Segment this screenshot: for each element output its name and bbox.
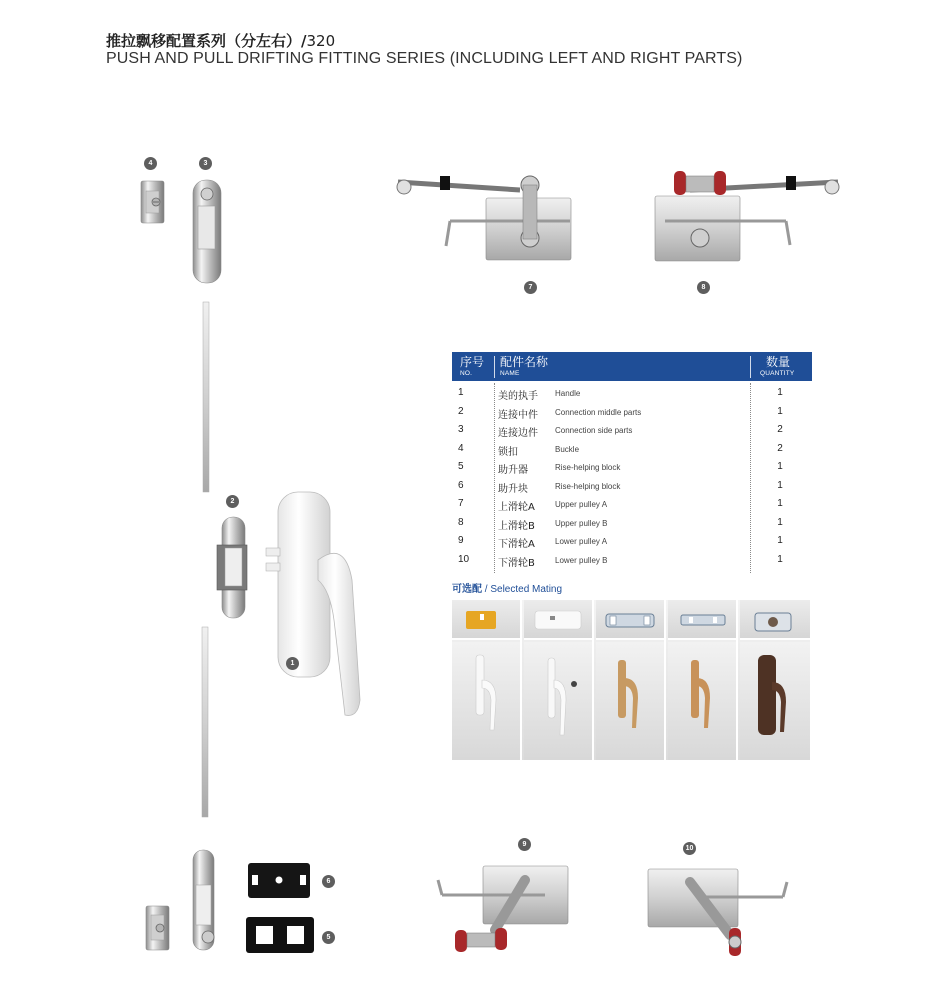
row-qty: 1 (777, 516, 783, 528)
row-name-en: Lower pulley A (555, 537, 608, 546)
selected-mating-label (452, 580, 562, 595)
row-name-en: Rise-helping block (555, 463, 621, 472)
parts-table (452, 352, 812, 576)
badge-7: 7 (524, 281, 537, 294)
row-qty: 1 (777, 535, 783, 546)
mating-4-bracket-icon (681, 615, 725, 625)
buckle-bottom-icon (146, 906, 169, 950)
row-name-cn: 上滑轮B (498, 520, 535, 532)
upper-pulley-a-icon (397, 176, 571, 260)
row-name-cn: 下滑轮B (498, 557, 535, 569)
badge-3-top: 3 (199, 157, 212, 170)
row-name-en: Rise-helping block (555, 481, 621, 491)
row-qty: 1 (777, 461, 783, 472)
mating-1-handle-icon (476, 655, 496, 730)
row-no: 4 (458, 442, 464, 454)
mating-5-lock-block-icon (755, 613, 791, 631)
mating-1-block-icon (466, 611, 496, 629)
table-row (452, 443, 812, 461)
row-no: 7 (458, 498, 464, 509)
badge-9: 9 (518, 838, 531, 851)
header-name-cn: 配件名称 (500, 355, 549, 369)
row-name-en: Buckle (555, 444, 580, 454)
header-divider (494, 356, 495, 378)
badge-4-top: 4 (144, 157, 157, 170)
badge-1: 1 (286, 657, 299, 670)
row-no: 6 (458, 479, 464, 491)
row-name-en: Connection side parts (555, 426, 633, 435)
row-name-cn: 上滑轮A (498, 502, 535, 513)
header-qty-en: QUANTITY (760, 370, 795, 377)
row-name-cn: 锁扣 (498, 446, 518, 458)
buckle-top-icon (141, 181, 164, 223)
rod-bottom-icon (202, 627, 208, 817)
title-cn-text: 推拉飘移配置系列（分左右）/ (106, 32, 307, 50)
header-divider (750, 356, 751, 378)
row-name-cn: 助升块 (498, 483, 528, 495)
mating-5-bronze-handle-icon (758, 655, 786, 735)
row-no: 10 (458, 553, 470, 565)
mating-4-gold-handle-icon (691, 660, 710, 728)
badge-6: 6 (322, 875, 335, 888)
row-name-cn: 美的执手 (498, 391, 538, 402)
badge-10: 10 (683, 842, 696, 855)
row-name-cn: 助升器 (498, 465, 528, 476)
rise-helping-block-6-icon (248, 863, 310, 898)
page-title-en: PUSH AND PULL DRIFTING FITTING SERIES (INCLUDING LEFT AND RIGHT PARTS) (106, 50, 743, 67)
table-row (452, 387, 812, 405)
row-no: 5 (458, 461, 464, 472)
table-row (452, 406, 812, 424)
badge-8: 8 (697, 281, 710, 294)
lower-pulley-b-icon (648, 869, 787, 956)
table-header (452, 352, 812, 381)
table-row (452, 461, 812, 479)
row-no: 3 (458, 424, 464, 435)
row-name-cn: 连接边件 (498, 428, 538, 439)
selected-mating-panel (452, 600, 810, 760)
row-qty: 1 (777, 498, 783, 509)
row-qty: 1 (777, 387, 783, 398)
table-row (452, 554, 812, 572)
header-no-cn: 序号 (460, 355, 485, 369)
selected-mating-en: / Selected Mating (482, 584, 563, 595)
row-qty: 1 (777, 405, 783, 417)
header-no-en: NO. (460, 370, 473, 377)
upper-pulley-b-icon (655, 171, 839, 261)
table-row (452, 424, 812, 442)
row-name-en: Lower pulley B (555, 555, 608, 565)
header-name-en: NAME (500, 370, 520, 377)
connection-side-top-icon (193, 180, 221, 283)
table-row (452, 480, 812, 498)
table-row (452, 535, 812, 553)
table-row (452, 517, 812, 535)
row-name-en: Handle (555, 389, 581, 398)
connection-side-bottom-icon (193, 850, 214, 950)
row-qty: 2 (777, 442, 783, 454)
row-name-cn: 下滑轮A (498, 539, 535, 550)
rise-helping-block-5-icon (246, 917, 314, 953)
row-name-en: Upper pulley A (555, 500, 608, 509)
mating-2-block-icon (535, 611, 581, 629)
row-qty: 1 (777, 553, 783, 565)
badge-5: 5 (322, 931, 335, 944)
row-name-en: Connection middle parts (555, 407, 642, 417)
badge-2: 2 (226, 495, 239, 508)
row-no: 9 (458, 535, 464, 546)
mating-illustrations (452, 600, 810, 760)
mating-3-bracket-icon (606, 614, 654, 627)
row-no: 2 (458, 405, 464, 417)
rod-top-icon (203, 302, 209, 492)
row-no: 1 (458, 387, 464, 398)
row-no: 8 (458, 516, 464, 528)
row-qty: 2 (777, 424, 783, 435)
title-number: 320 (306, 32, 336, 50)
row-qty: 1 (777, 479, 783, 491)
header-qty-cn: 数量 (766, 355, 791, 369)
connection-middle-icon (217, 517, 247, 618)
lower-pulley-a-icon (438, 866, 568, 952)
row-name-cn: 连接中件 (498, 409, 538, 421)
handle-icon (266, 492, 360, 715)
row-name-en: Upper pulley B (555, 518, 608, 528)
mating-3-gold-handle-icon (618, 660, 638, 728)
table-row (452, 498, 812, 516)
mating-2-handle-icon (548, 658, 577, 735)
selected-mating-cn: 可选配 (452, 584, 482, 595)
